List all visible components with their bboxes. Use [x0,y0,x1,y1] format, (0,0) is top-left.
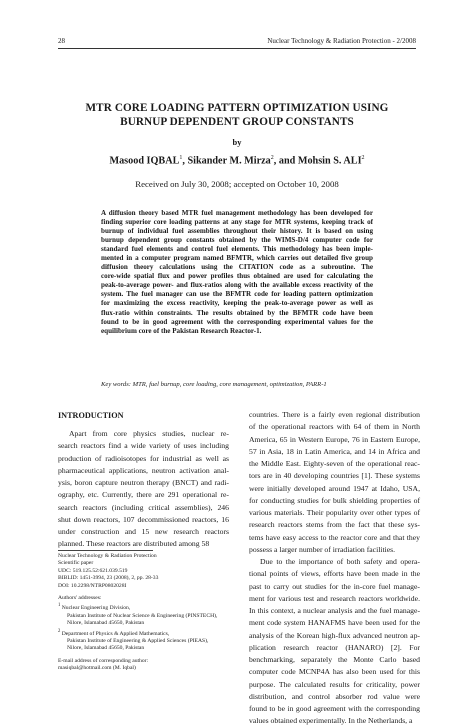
body-text-line: under construction and 15 new research reactors [58,527,229,536]
abstract-line: standard fuel elements and control fuel elements. This methodology has been imple- [101,245,373,254]
body-text-line: Apart from core physics studies, nuclear re- [69,429,229,438]
body-text-line: plication research reactor (HANARO) [2]. For [249,642,420,652]
address-text: Pakistan Institute of Engineering & Applied Sciences (PIEAS), [67,637,209,644]
author-name: Mohsin S. ALI [297,155,362,167]
received-dates: Received on July 30, 2008; accepted on October 10, 2008 [135,179,339,189]
body-text-line: possess a larger number of irradiation facilities. [249,544,396,554]
abstract-line: finding superior core loading patterns at any stage for MTR systems, keeping track of [101,218,373,227]
body-text-line: ment for various test and research reactors worldwide. [249,593,420,603]
address-text: Nilore, Islamabad 45650, Pakistan [67,620,145,627]
body-text-line: the Middle East. Eighty-seven of the operational reac- [249,459,420,468]
section-heading: INTRODUCTION [58,411,124,420]
footnote-line: UDC: 519.125.52:621.039.519 [58,567,128,574]
author-separator: , and [273,155,298,167]
body-text-line: ysis, boron capture neutron therapy (BNCT) and radi- [58,478,229,487]
body-text-line: production of radioisotopes for industrial as well as [58,453,229,463]
by-label: by [232,137,242,147]
body-text-line: benchmarking, separately the Monte Carlo based [249,655,420,664]
body-text-line: various materials. Their popularity over other types of [249,508,420,517]
abstract-line: equilibrium core of the Pakistan Research Reactor-1. [101,326,262,335]
abstract-line: flux-ratio within constraints. The results obtained by the BFMTR code have been [101,308,373,317]
body-text-line: for conducting studies for bulk shielding properties of [249,495,420,505]
footnote-line: DOI: 10.2298/NTRP0802028I [58,582,127,589]
body-text-line: research reactors stems from the fact that these sys- [249,520,420,530]
body-text-line: search reactors find a wide variety of uses including [58,441,229,451]
abstract [101,209,373,336]
body-text-line: 57 in Asia, 18 in Latin America, and 14 in Africa and [249,446,420,456]
body-text-line: Due to the importance of both safety and opera- [260,557,420,566]
footnote-address-line [58,638,238,645]
title-line: BURNUP DEPENDENT GROUP CONSTANTS [120,116,354,128]
author-affiliation-mark: 1 [179,155,183,161]
affiliation-mark: 2 [58,628,61,634]
footnote-address-line [58,620,238,627]
address-text: Nilore, Islamabad 45650, Pakistan [67,645,145,652]
body-text-line: tional points of views, efforts have been made in the [249,569,420,579]
footnote-rule [58,550,153,551]
abstract-line: system. The fuel manager can use the BFMTR code for loading pattern optimization [101,290,373,299]
abstract-line: core-wide spatial flux and power profiles thus obtained are used for calculating the [101,272,373,281]
body-text-line: values obtained experimentally. In the Netherlands, a [249,716,413,726]
abstract-line: peak-to-average power- and flux-ratios along with the available excess reactivity of the [101,281,373,290]
author-affiliation-mark: 2 [361,155,365,161]
footnote-line: Nuclear Technology & Radiation Protection [58,553,157,559]
body-text-line: of the operational reactors with 64 of them in North [249,422,420,432]
footnote-line: Scientific paper [58,560,94,567]
author-list [0,155,474,166]
body-text-line: tors are in 40 developing countries [1]. These systems [249,471,420,481]
body-text-line: search reactors (including critical assemblies), 246 [58,502,229,512]
body-text-line: purpose. The calculated results for criticality, power [249,679,420,689]
footnote-line: E-mail address of corresponding author: [58,657,149,664]
body-text-line: analysis of the Korean high-flux advanced neutron ap- [249,630,420,640]
abstract-line: found to be in good agreement with the corresponding experimental values for the [101,317,373,326]
abstract-line: burnup of individual fuel assemblies throughout their history. It is based on using [101,227,373,236]
footnote-line: BIBLID: 1451-3994, 23 (2008), 2, pp. 28-33 [58,575,159,582]
affiliation-mark: 1 [58,603,61,609]
page-number: 28 [58,37,65,45]
footnote-line: Authors' addresses: [58,595,102,602]
abstract-line: diffusion theory calculations using the CITATION code as a subroutine. The [101,263,373,272]
body-text-line: found to be in good agreement with the corresponding [249,704,420,713]
body-text-line: In this context, a nuclear analysis and the fuel manage- [249,606,420,615]
abstract-line: mented in a computer program named BFMTR, which carries out detailed five group [101,254,373,263]
body-text-line: were initially developed around 1947 at Idaho, USA, [249,483,420,493]
author-affiliation-mark: 2 [270,155,274,161]
body-text-line: America, 65 in Western Europe, 76 in Eastern Europe, [249,434,420,444]
running-header [58,37,416,47]
address-text: Nuclear Engineering Division, [60,605,131,612]
body-text-line: shut down reactors, 107 decommissioned reactors, 16 [58,514,229,524]
footnote-address-line [58,628,238,638]
abstract-line: for maximizing the excess reactivity, keeping the peak-to-average power as well as [101,299,373,308]
body-text-line: distribution, and control absorber rod value were [249,691,420,701]
body-text-line: pharmaceutical applications, neutron activation anal- [58,465,229,475]
paper-title [58,101,416,129]
body-text-line: tems have easy access to the reactor core and that they [249,532,420,542]
footnote-line: masiqbal@hotmail.com (M. Iqbal) [58,665,136,671]
title-line: MTR CORE LOADING PATTERN OPTIMIZATION USING [85,102,389,114]
body-text-line: countries. There is a fairly even regional distribution [249,410,420,419]
body-text-line: ment code system HANAFMS have been used for the [249,618,420,628]
keywords: Key words: MTR, fuel burnup, core loading, core management, optimization, PARR-1 [101,381,327,388]
author-name: Masood IQBAL [109,155,180,167]
footnote-address-line [58,613,238,620]
body-text-line: computer code MCNP4A has also been used for this [249,667,420,677]
body-text-line: planned. These reactors are distributed among 58 [58,539,210,549]
right-column-text [249,409,420,728]
footnote-address-line [58,602,238,612]
abstract-line: A diffusion theory based MTR fuel management methodology has been developed for [101,209,373,217]
author-name: Sikander M. Mirza [187,155,271,167]
address-text: Department of Physics & Applied Mathematics, [60,630,170,637]
author-separator: , [182,155,188,167]
left-column-text [58,428,229,551]
abstract-line: burnup dependent group constants obtained by the WIMS-D/4 computer code for [101,236,373,245]
header-rule [58,48,416,49]
footnote-address-line [58,645,238,652]
body-text-line: past to carry out studies for the in-core fuel manage- [249,581,420,591]
address-text: Pakistan Institute of Nuclear Science & Engineering (PINSTECH), [67,612,218,619]
footnotes [58,553,238,672]
journal-running-title: Nuclear Technology & Radiation Protection - 2/2008 [267,37,416,45]
body-text-line: ography, etc. Currently, there are 291 operational re- [58,490,229,500]
